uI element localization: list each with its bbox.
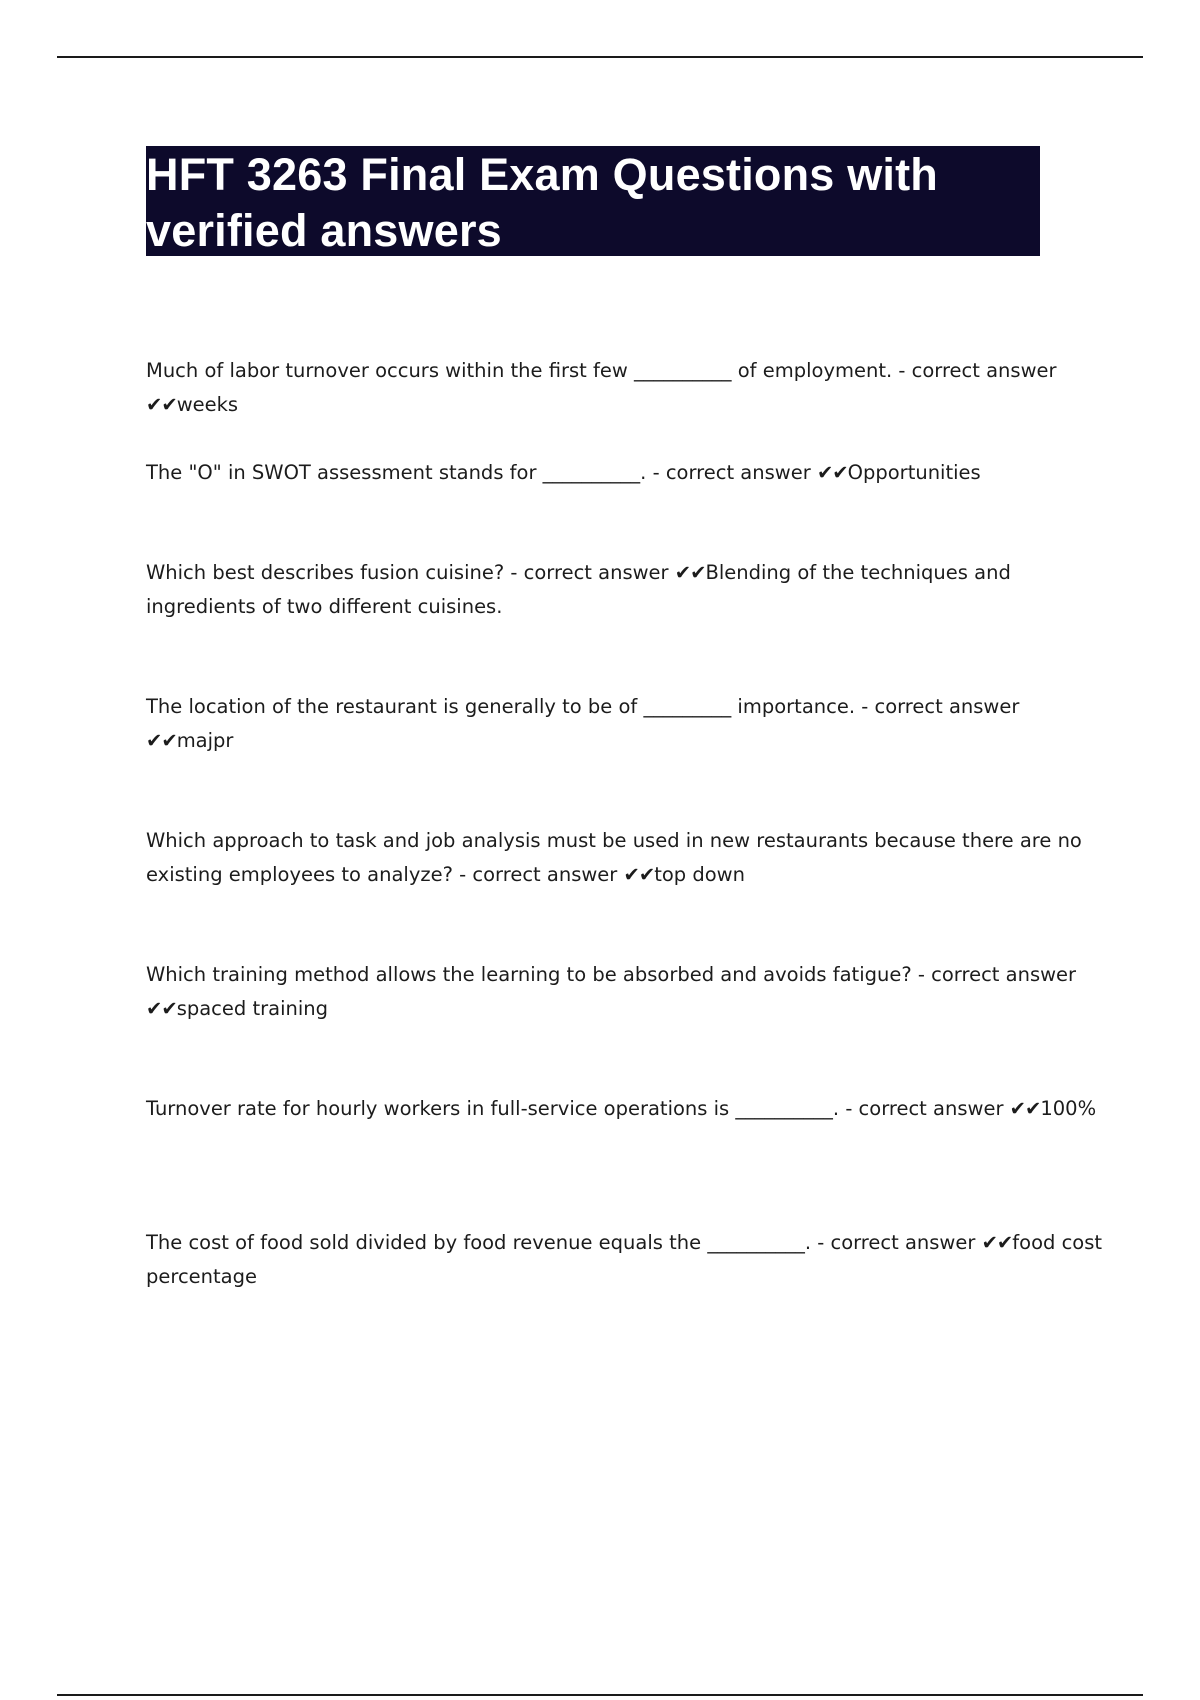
question-text: The cost of food sold divided by food revenue equals the __________. [146,1231,812,1254]
answer-marker: - correct answer [510,561,669,584]
double-check-icon: ✔✔ [981,1231,1013,1254]
double-check-icon: ✔✔ [146,997,177,1020]
qa-item [146,354,1106,456]
double-check-icon: ✔✔ [623,863,655,886]
double-check-icon: ✔✔ [146,393,177,416]
question-text: Which best describes fusion cuisine? [146,561,505,584]
double-check-icon: ✔✔ [816,461,848,484]
double-check-icon: ✔✔ [1009,1097,1041,1120]
answer-marker: - correct answer [652,461,811,484]
qa-item [146,556,1106,690]
qa-item [146,690,1106,824]
double-check-icon: ✔✔ [146,729,177,752]
question-text: Turnover rate for hourly workers in full-service operations is __________. [146,1097,840,1120]
qa-item [146,958,1106,1092]
title-banner [146,146,1040,256]
answer-marker: - correct answer [845,1097,1004,1120]
answer-text: top down [654,863,745,886]
question-text: Which training method allows the learning to be absorbed and avoids fatigue? [146,963,912,986]
page-title: HFT 3263 Final Exam Questions with verified answers [146,149,938,256]
answer-text: Opportunities [847,461,981,484]
answer-text: majpr [176,729,234,752]
qa-item [146,1226,1106,1360]
question-text: Much of labor turnover occurs within the first few __________ of employment. [146,359,893,382]
answer-marker: - correct answer [459,863,618,886]
bottom-divider [57,1694,1143,1696]
qa-item [146,456,1106,556]
answer-text: weeks [176,393,239,416]
qa-item [146,824,1106,958]
question-list [146,354,1106,1360]
question-text: The "O" in SWOT assessment stands for __________. [146,461,647,484]
question-text: The location of the restaurant is generally to be of _________ importance. [146,695,856,718]
question-text: Which approach to task and job analysis must be used in new restaurants because there are no existing employees to analyze? [146,829,1082,886]
answer-text: 100% [1040,1097,1097,1120]
answer-marker: - correct answer [817,1231,976,1254]
answer-text: food cost percentage [146,1231,1103,1288]
answer-marker: - correct answer [861,695,1020,718]
top-divider [57,56,1143,58]
double-check-icon: ✔✔ [674,561,706,584]
qa-item [146,1092,1106,1226]
answer-marker: - correct answer [917,963,1077,986]
answer-marker: - correct answer [898,359,1057,382]
answer-text: spaced training [176,997,329,1020]
answer-text: Blending of the techniques and ingredients of two different cuisines. [146,561,1011,618]
